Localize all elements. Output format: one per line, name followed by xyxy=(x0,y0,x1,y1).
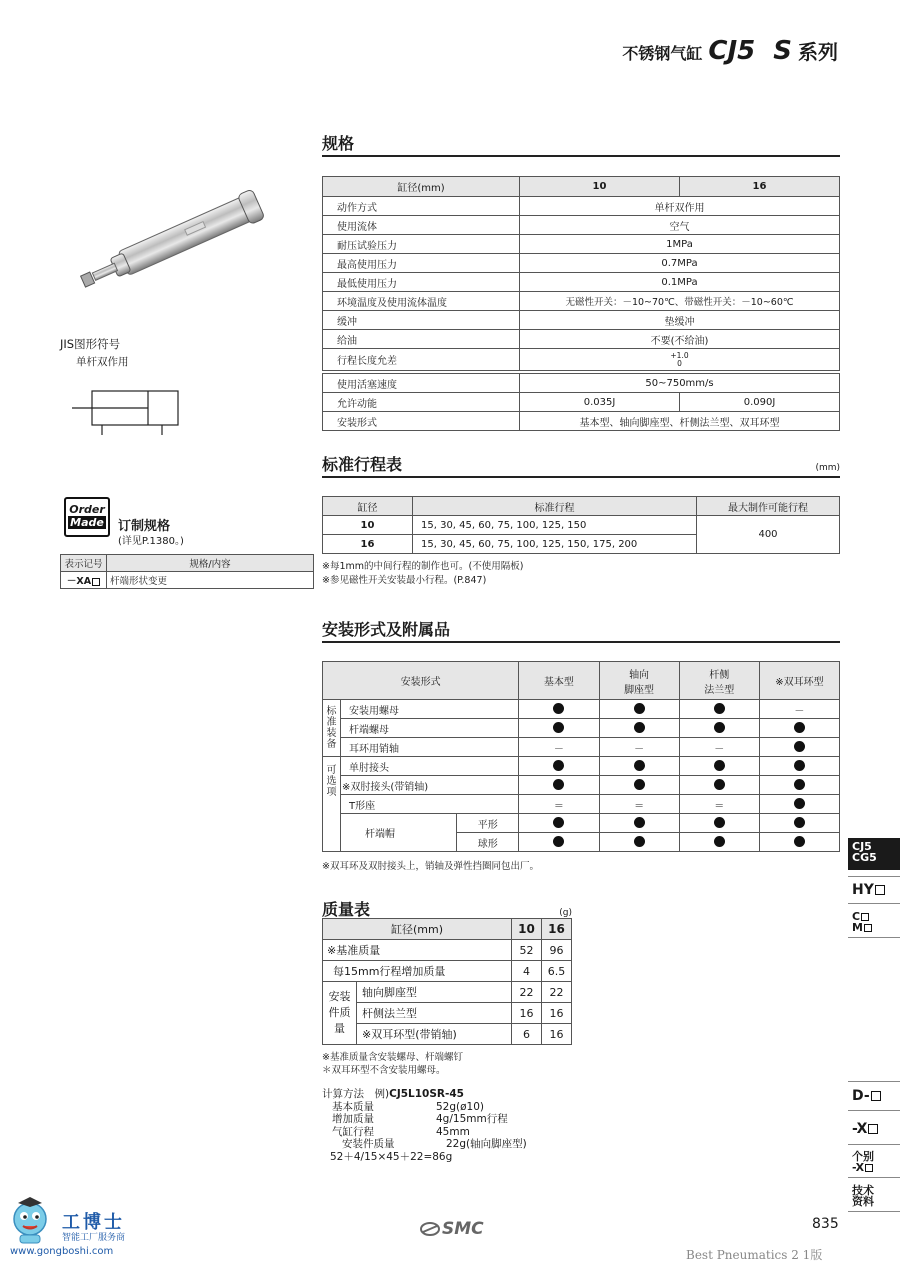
mass-value: 16 xyxy=(542,1024,572,1045)
stroke-head-bore: 缸径 xyxy=(323,497,413,516)
spec-col-header: 缸径(mm) xyxy=(323,177,520,197)
stroke-values: 15, 30, 45, 60, 75, 100, 125, 150 xyxy=(413,516,697,535)
stroke-bore: 16 xyxy=(323,535,413,554)
stroke-head-max: 最大制作可能行程 xyxy=(697,497,840,516)
tab-m-label: M xyxy=(852,921,863,934)
mass-table xyxy=(322,918,572,1045)
stroke-values: 15, 30, 45, 60, 75, 100, 125, 150, 175, 200 xyxy=(413,535,697,554)
mounting-cell: － xyxy=(679,738,759,757)
jis-subtitle: 单杆双作用 xyxy=(76,356,129,368)
tab-x[interactable] xyxy=(848,1115,900,1145)
spec-mount-value: 基本型、轴向脚座型、杆侧法兰型、双耳环型 xyxy=(520,412,840,431)
smc-logo xyxy=(420,1219,484,1239)
spec-label: 环境温度及使用流体温度 xyxy=(323,292,520,311)
mounting-cell xyxy=(519,814,599,833)
mounting-cell: ＝ xyxy=(519,795,599,814)
mass-value: 22 xyxy=(512,982,542,1003)
order-head-desc: 规格/内容 xyxy=(107,555,314,572)
stroke-title: 标准行程表 xyxy=(322,455,403,474)
tolerance-upper: +1.0 xyxy=(670,350,689,360)
page-header xyxy=(622,36,838,66)
mascot-icon xyxy=(8,1195,56,1245)
header-model: CJ5 xyxy=(708,36,756,66)
tab-cj5-cg5[interactable] xyxy=(848,838,900,870)
mounting-cell xyxy=(599,700,679,719)
mounting-cell xyxy=(599,814,679,833)
mounting-cell xyxy=(759,757,839,776)
order-code: －XA xyxy=(61,572,107,589)
spec-heading: 规格 xyxy=(322,131,840,157)
jis-title: JIS图形符号 xyxy=(60,337,121,351)
square-icon xyxy=(864,924,872,932)
header-title: 不锈钢气缸 xyxy=(622,44,703,63)
spec-label: 最低使用压力 xyxy=(323,273,520,292)
mass-value: 4 xyxy=(512,961,542,982)
spec-value: 不要(不给油) xyxy=(520,330,840,349)
smc-text: SMC xyxy=(442,1219,484,1239)
mass-bore-16: 16 xyxy=(542,919,572,940)
mounting-head-label: 安装形式 xyxy=(323,662,519,700)
mounting-cell xyxy=(679,719,759,738)
tab-technical[interactable] xyxy=(848,1182,900,1212)
spec-value: 0.7MPa xyxy=(520,254,840,273)
tolerance-lower: 0 xyxy=(677,358,682,368)
page-number: 835 xyxy=(812,1216,839,1232)
mounting-cell xyxy=(599,833,679,852)
tab-x-label: -X xyxy=(852,1121,868,1137)
mass-bore-10: 10 xyxy=(512,919,542,940)
calc-row xyxy=(322,1138,527,1151)
mounting-cell xyxy=(759,833,839,852)
mounting-cell xyxy=(599,776,679,795)
spec-energy-label: 允许动能 xyxy=(323,393,520,412)
mounting-row-label: T形座 xyxy=(341,795,519,814)
mass-col-header: 缸径(mm) xyxy=(323,919,512,940)
order-table xyxy=(60,554,314,589)
cap-sub-label: 平形 xyxy=(457,814,519,833)
mounting-cell xyxy=(759,795,839,814)
mass-title: 质量表 xyxy=(322,900,371,919)
square-icon xyxy=(868,1124,878,1134)
order-made-logo xyxy=(64,497,110,537)
mounting-cell xyxy=(679,776,759,795)
mass-base-label: ※基准质量 xyxy=(323,940,512,961)
mounting-col-basic: 基本型 xyxy=(519,662,599,700)
spec-value: 单杆双作用 xyxy=(520,197,840,216)
tab-cj5-label: CJ5 xyxy=(852,840,872,853)
order-title: 订制规格 xyxy=(118,519,171,534)
brand-sub: 智能工厂服务商 xyxy=(62,1233,126,1243)
order-desc: 杆端形状变更 xyxy=(107,572,314,589)
mounting-cell xyxy=(599,757,679,776)
calc-block xyxy=(322,1088,527,1163)
spec-value: 无磁性开关：－10~70℃、带磁性开关：－10~60℃ xyxy=(520,292,840,311)
square-icon xyxy=(865,1164,873,1172)
spec-label: 缓冲 xyxy=(323,311,520,330)
calc-row xyxy=(322,1126,527,1139)
mounting-cell xyxy=(759,719,839,738)
mounting-cell: ＝ xyxy=(679,795,759,814)
smc-mark-icon xyxy=(420,1222,440,1236)
tab-d-label: D- xyxy=(852,1088,870,1104)
mounting-col-foot: 轴向 脚座型 xyxy=(599,662,679,700)
mounting-cell: － xyxy=(599,738,679,757)
calc-row xyxy=(322,1101,527,1114)
mounting-cell xyxy=(759,776,839,795)
stroke-table xyxy=(322,496,840,554)
tab-d[interactable] xyxy=(848,1081,900,1111)
square-icon xyxy=(861,913,869,921)
spec-value: 0.1MPa xyxy=(520,273,840,292)
stroke-max: 400 xyxy=(697,516,840,554)
tab-tech-label-2: 资料 xyxy=(852,1195,874,1208)
calc-value: 45mm xyxy=(436,1125,470,1138)
mounting-row-label: 耳环用销轴 xyxy=(341,738,519,757)
calc-label: 基本质量 xyxy=(332,1100,374,1113)
mass-value: 22 xyxy=(542,982,572,1003)
mass-value: 6 xyxy=(512,1024,542,1045)
mounting-col-flange: 杆侧 法兰型 xyxy=(679,662,759,700)
spec-label: 最高使用压力 xyxy=(323,254,520,273)
square-icon xyxy=(875,885,885,895)
mounting-cell xyxy=(679,757,759,776)
mounting-row-label: 杆端螺母 xyxy=(341,719,519,738)
stroke-note-1: ※每1mm的中间行程的制作也可。(不使用隔板) xyxy=(322,561,524,572)
mass-group-label: 安装 件质 量 xyxy=(323,982,357,1045)
tab-indiv-label: 个别 xyxy=(852,1150,874,1163)
calc-value: 4g/15mm行程 xyxy=(436,1113,508,1125)
mounting-cell xyxy=(679,700,759,719)
mounting-cell xyxy=(759,738,839,757)
stroke-unit: (mm) xyxy=(815,463,840,473)
mass-add-label: 每15mm行程增加质量 xyxy=(323,961,512,982)
mounting-cell xyxy=(519,833,599,852)
tab-individual-x[interactable] xyxy=(848,1148,900,1178)
mounting-cell xyxy=(759,814,839,833)
spec-label: 动作方式 xyxy=(323,197,520,216)
calc-row xyxy=(322,1113,527,1126)
mounting-cell: ＝ xyxy=(599,795,679,814)
opt-group-label: 可 选 项 xyxy=(323,757,341,852)
tab-cg5-label: CG5 xyxy=(852,851,877,864)
mounting-cell: － xyxy=(519,738,599,757)
tab-hy-label: HY xyxy=(852,882,874,898)
spec-label: 给油 xyxy=(323,330,520,349)
mass-part-label: 轴向脚座型 xyxy=(357,982,512,1003)
mass-value: 6.5 xyxy=(542,961,572,982)
mounting-cell xyxy=(679,833,759,852)
calc-value: 52g(ø10) xyxy=(436,1100,485,1113)
tab-c-label: C xyxy=(852,910,861,923)
calc-label: 安装件质量 xyxy=(342,1138,395,1150)
spec-table xyxy=(322,176,840,431)
calc-value: 22g(轴向脚座型) xyxy=(446,1138,527,1150)
mounting-cell xyxy=(679,814,759,833)
spec-bore-10: 10 xyxy=(520,177,680,197)
stroke-heading xyxy=(322,452,840,478)
mounting-table xyxy=(322,661,840,852)
mounting-row-label: ※双肘接头(带销轴) xyxy=(341,776,519,795)
mass-part-label: ※双耳环型(带销轴) xyxy=(357,1024,512,1045)
calc-formula: 52＋4/15×45＋22=86g xyxy=(330,1150,453,1163)
order-head-code: 表示记号 xyxy=(61,555,107,572)
order-logo-line1: Order xyxy=(69,503,105,516)
cylinder-image xyxy=(68,185,280,295)
mounting-cell: － xyxy=(759,700,839,719)
spec-speed-value: 50~750mm/s xyxy=(520,374,840,393)
calc-label: 气缸行程 xyxy=(332,1125,374,1138)
mounting-cell xyxy=(519,700,599,719)
mounting-row-label: 单肘接头 xyxy=(341,757,519,776)
mounting-note: ※双耳环及双肘接头上，销轴及弹性挡圈同包出厂。 xyxy=(322,861,539,872)
spec-bore-16: 16 xyxy=(680,177,840,197)
spec-value: 垫缓冲 xyxy=(520,311,840,330)
tab-tech-label-1: 技术 xyxy=(852,1184,874,1197)
edition: Best Pneumatics 2 1版 xyxy=(686,1248,823,1262)
mass-value: 96 xyxy=(542,940,572,961)
brand-site: www.gongboshi.com xyxy=(10,1246,114,1257)
calc-label: 增加质量 xyxy=(332,1113,374,1125)
tab-indiv-code: -X xyxy=(852,1161,865,1174)
mounting-cell xyxy=(519,776,599,795)
cap-sub-label: 球形 xyxy=(457,833,519,852)
mounting-cell xyxy=(519,719,599,738)
cap-label: 杆端帽 xyxy=(341,814,457,852)
mass-part-label: 杆侧法兰型 xyxy=(357,1003,512,1024)
header-series: 系列 xyxy=(798,40,838,64)
order-ref: (详见P.1380。) xyxy=(118,536,184,547)
mounting-row-label: 安装用螺母 xyxy=(341,700,519,719)
mass-value: 16 xyxy=(542,1003,572,1024)
mounting-heading: 安装形式及附属品 xyxy=(322,617,840,643)
mass-unit: (g) xyxy=(559,908,572,918)
spec-mount-label: 安装形式 xyxy=(323,412,520,431)
mass-value: 52 xyxy=(512,940,542,961)
order-logo-line2: Made xyxy=(68,516,106,529)
stroke-note-2: ※参见磁性开关安装最小行程。(P.847) xyxy=(322,575,487,586)
brand-name: 工博士 xyxy=(62,1212,125,1233)
jis-symbol xyxy=(66,385,196,440)
spec-value: 空气 xyxy=(520,216,840,235)
spec-energy-16: 0.090J xyxy=(680,393,840,412)
mass-value: 16 xyxy=(512,1003,542,1024)
mounting-cell xyxy=(599,719,679,738)
mass-note-2: ＊双耳环型不含安装用螺母。 xyxy=(322,1065,446,1076)
header-letter: S xyxy=(773,36,792,66)
calc-title: 计算方法 例) xyxy=(322,1088,390,1100)
spec-value: 1MPa xyxy=(520,235,840,254)
std-group-label: 标 准 装 备 xyxy=(323,700,341,757)
spec-energy-10: 0.035J xyxy=(520,393,680,412)
spec-tolerance-label: 行程长度允差 xyxy=(323,349,520,371)
calc-model: CJ5L10SR-45 xyxy=(389,1088,464,1100)
mass-note-1: ※基准质量含安装螺母、杆端螺钉 xyxy=(322,1052,463,1063)
spec-speed-label: 使用活塞速度 xyxy=(323,374,520,393)
tab-c-m[interactable] xyxy=(848,908,900,938)
mounting-col-clevis: ※双耳环型 xyxy=(759,662,839,700)
stroke-head-std: 标准行程 xyxy=(413,497,697,516)
calc-title-row xyxy=(322,1088,527,1101)
stroke-bore: 10 xyxy=(323,516,413,535)
mounting-cell xyxy=(519,757,599,776)
tab-hy[interactable] xyxy=(848,876,900,904)
square-icon xyxy=(871,1091,881,1101)
spec-label: 耐压试验压力 xyxy=(323,235,520,254)
spec-tolerance-value xyxy=(520,349,840,371)
spec-label: 使用流体 xyxy=(323,216,520,235)
